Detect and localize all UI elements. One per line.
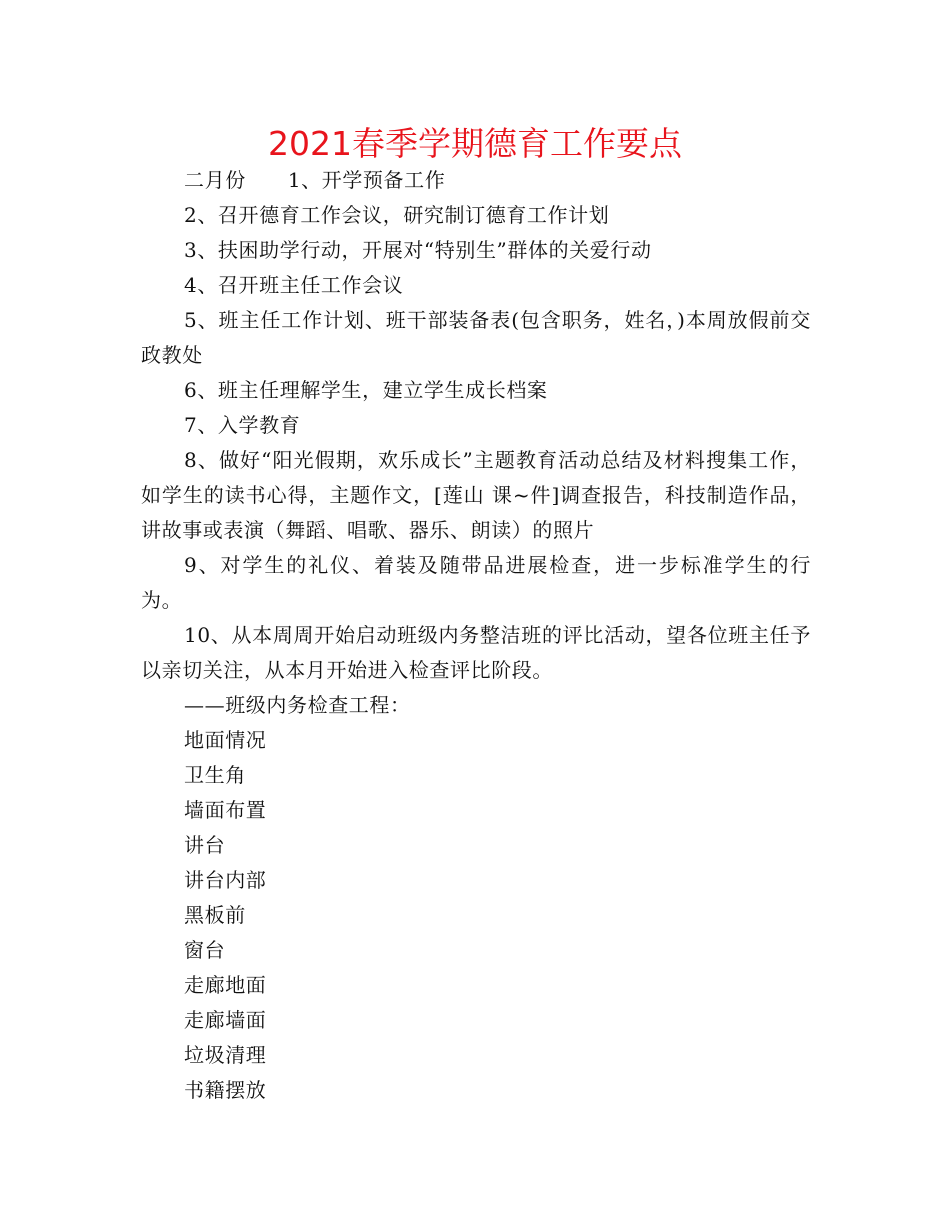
inspection-item: 讲台内部 <box>184 868 267 892</box>
inspection-item: 黑板前 <box>184 903 246 927</box>
inspection-item: 地面情况 <box>184 728 267 752</box>
item-9: 9、对学生的礼仪、着装及随带品进展检查，进一步标准学生的行为。 <box>141 553 811 612</box>
inspection-item: 讲台 <box>184 833 226 857</box>
month-heading-line <box>141 163 811 198</box>
item-5: 5、班主任工作计划、班干部装备表(包含职务，姓名，)本周放假前交政教处 <box>141 308 811 367</box>
item-8: 8、做好“阳光假期，欢乐成长”主题教育活动总结及材料搜集工作，如学生的读书心得，主题作文，[莲山 课~件]调查报告，科技制造作品，讲故事或表演（舞蹈、唱歌、器乐、朗读）的照片 <box>141 448 811 542</box>
item-6: 6、班主任理解学生，建立学生成长档案 <box>184 378 548 402</box>
inspection-heading: ——班级内务检查工程： <box>184 693 411 717</box>
item-4: 4、召开班主任工作会议 <box>184 273 404 297</box>
inspection-item: 垃圾清理 <box>184 1043 267 1067</box>
item-7: 7、入学教育 <box>184 413 301 437</box>
item-10: 10、从本周周开始启动班级内务整洁班的评比活动，望各位班主任予以亲切关注，从本月开始进入检查评比阶段。 <box>141 623 811 682</box>
inspection-item: 走廊墙面 <box>184 1008 267 1032</box>
inspection-item: 卫生角 <box>184 763 246 787</box>
item-1: 1、开学预备工作 <box>287 168 446 192</box>
inspection-item: 窗台 <box>184 938 226 962</box>
inspection-item: 书籍摆放 <box>184 1078 267 1102</box>
inspection-item: 走廊地面 <box>184 973 267 997</box>
document-title: 2021春季学期德育工作要点 <box>268 124 682 163</box>
item-2: 2、召开德育工作会议，研究制订德育工作计划 <box>184 203 610 227</box>
document-body <box>141 163 811 1108</box>
inspection-item: 墙面布置 <box>184 798 267 822</box>
month-label: 二月份 <box>184 168 246 192</box>
item-3: 3、扶困助学行动，开展对“特别生”群体的关爱行动 <box>184 238 652 262</box>
